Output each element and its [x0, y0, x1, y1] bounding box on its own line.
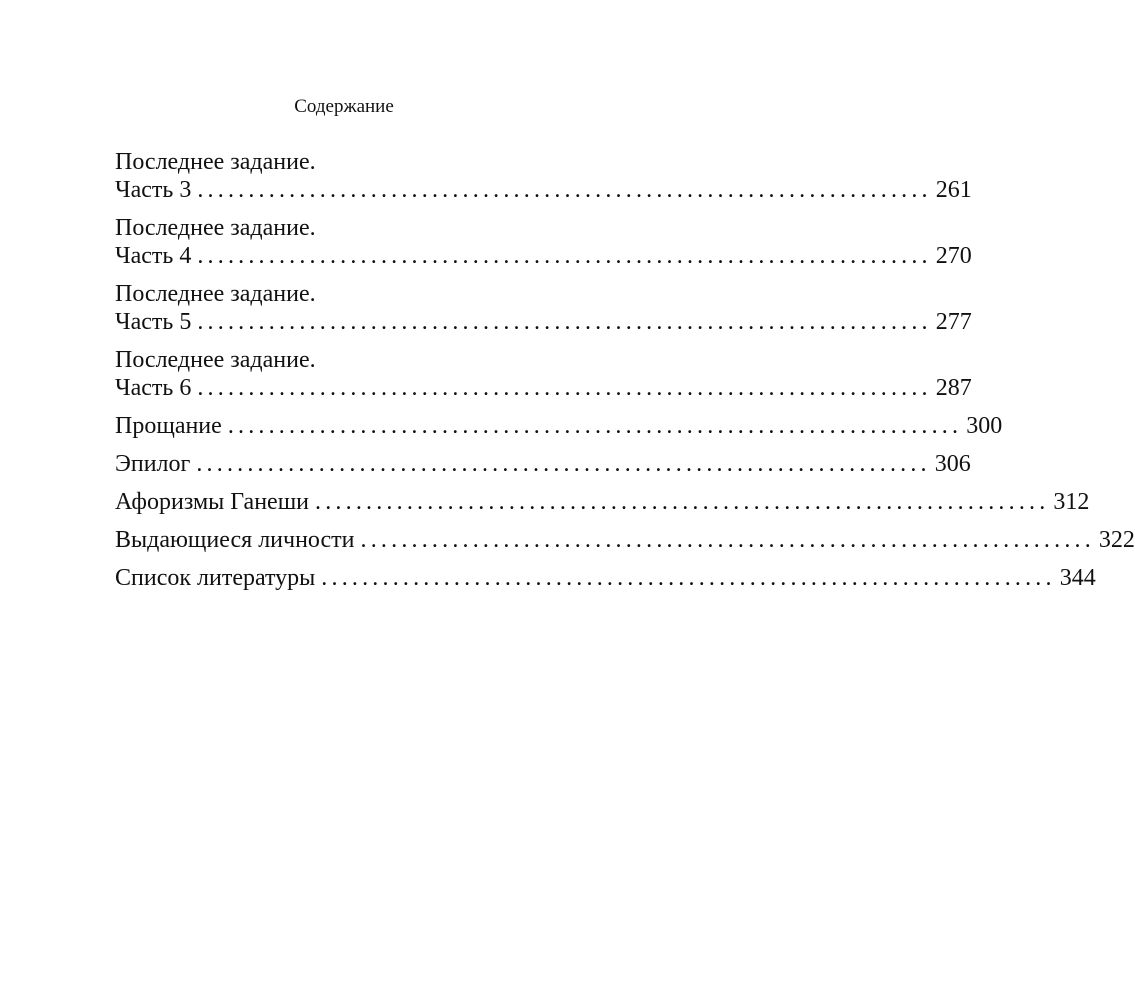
table-of-contents [115, 148, 1135, 602]
toc-entry-label: Список литературы [115, 565, 316, 591]
toc-page-number: 300 [966, 413, 1003, 439]
dot-leader: ........................................................................ [227, 413, 963, 439]
dot-leader: ........................................................................ [315, 489, 1050, 515]
dot-leader: ........................................................................ [360, 527, 1095, 553]
dot-leader: ........................................................................ [197, 375, 932, 401]
toc-entry-label: Эпилог [115, 451, 191, 477]
toc-entry-label: Часть 3 [115, 177, 192, 203]
toc-entry [115, 488, 1090, 516]
toc-page-number: 287 [935, 375, 972, 401]
dot-leader: ........................................................................ [197, 243, 932, 269]
toc-entry [115, 412, 1003, 440]
toc-page-number: 277 [935, 309, 972, 335]
toc-page-number: 322 [1098, 527, 1135, 553]
toc-entry-label: Часть 5 [115, 309, 192, 335]
toc-entry-line [115, 564, 1096, 592]
toc-page-number: 306 [934, 451, 971, 477]
toc-page-number: 270 [935, 243, 972, 269]
toc-entry-title: Последнее задание. [115, 215, 316, 241]
dot-leader: ........................................................................ [196, 451, 931, 477]
toc-entry-line [115, 450, 971, 478]
dot-leader: ........................................................................ [197, 177, 932, 203]
page-title: Содержание [294, 96, 394, 117]
toc-entry-line [115, 308, 972, 336]
toc-entry-title: Последнее задание. [115, 149, 316, 175]
toc-entry-line [115, 374, 972, 402]
dot-leader: ........................................................................ [321, 565, 1056, 591]
toc-entry [115, 346, 972, 402]
toc-entry-label: Прощание [115, 413, 222, 439]
toc-entry [115, 526, 1135, 554]
toc-entry-line [115, 526, 1135, 554]
toc-entry [115, 148, 972, 204]
toc-entry-line [115, 412, 1003, 440]
toc-entry-line [115, 176, 972, 204]
toc-entry-label: Афоризмы Ганеши [115, 489, 310, 515]
toc-entry [115, 214, 972, 270]
toc-entry [115, 564, 1096, 592]
toc-entry-title: Последнее задание. [115, 347, 316, 373]
toc-page-number: 312 [1053, 489, 1090, 515]
toc-entry-line [115, 242, 972, 270]
toc-entry-line [115, 488, 1090, 516]
toc-entry-title: Последнее задание. [115, 281, 316, 307]
toc-page-number: 344 [1059, 565, 1096, 591]
toc-entry-label: Выдающиеся личности [115, 527, 355, 553]
toc-entry [115, 450, 971, 478]
dot-leader: ........................................................................ [197, 309, 932, 335]
toc-entry-label: Часть 4 [115, 243, 192, 269]
toc-entry-label: Часть 6 [115, 375, 192, 401]
toc-entry [115, 280, 972, 336]
toc-page-number: 261 [935, 177, 972, 203]
